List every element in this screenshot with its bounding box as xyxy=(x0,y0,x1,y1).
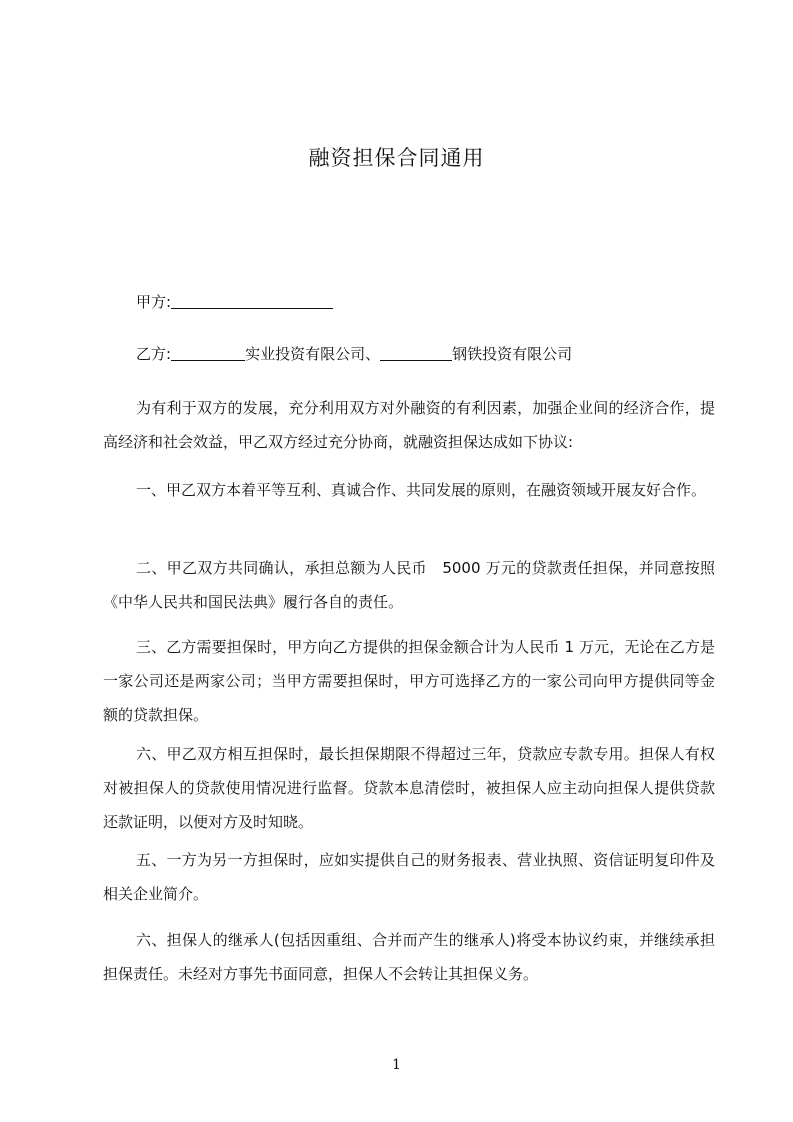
party-a-blank xyxy=(171,294,333,309)
page-number: 1 xyxy=(392,1057,401,1073)
party-a-line xyxy=(136,292,333,312)
document-title: 融资担保合同通用 xyxy=(308,146,485,170)
clause-paragraph-2: 二、甲乙双方共同确认，承担总额为人民币 5000 万元的贷款责任担保，并同意按照《中华人民共和国民法典》履行各自的责任。 xyxy=(103,559,715,611)
clause-paragraph-5: 五、一方为另一方担保时，应如实提供自己的财务报表、营业执照、资信证明复印件及相关企业简介。 xyxy=(103,851,715,903)
party-a-label: 甲方: xyxy=(136,293,172,311)
clause-paragraph-3: 三、乙方需要担保时，甲方向乙方提供的担保金额合计为人民币 1 万元，无论在乙方是一家公司还是两家公司；当甲方需要担保时，甲方可选择乙方的一家公司向甲方提供同等金额的贷款担保。 xyxy=(103,638,715,724)
party-b-company-2-blank xyxy=(380,346,452,361)
party-b-company-2-suffix: 钢铁投资有限公司 xyxy=(452,345,573,363)
preamble-paragraph: 为有利于双方的发展，充分利用双方对外融资的有利因素，加强企业间的经济合作，提高经济和社会效益，甲乙双方经过充分协商，就融资担保达成如下协议: xyxy=(103,399,715,451)
clause-paragraph-1: 一、甲乙双方本着平等互利、真诚合作、共同发展的原则，在融资领域开展友好合作。 xyxy=(136,481,707,499)
party-b-company-1-suffix: 实业投资有限公司、 xyxy=(245,345,381,363)
clause-paragraph-6: 六、担保人的继承人(包括因重组、合并而产生的继承人)将受本协议约束，并继续承担担保责任。未经对方事先书面同意，担保人不会转让其担保义务。 xyxy=(103,931,715,983)
party-b-company-1-blank xyxy=(171,346,245,361)
party-b-line xyxy=(136,344,572,364)
clause-paragraph-4: 六、甲乙双方相互担保时，最长担保期限不得超过三年，贷款应专款专用。担保人有权对被担保人的贷款使用情况进行监督。贷款本息清偿时，被担保人应主动向担保人提供贷款还款证明，以便对方及时知晓。 xyxy=(103,745,715,831)
party-b-label: 乙方: xyxy=(136,345,172,363)
